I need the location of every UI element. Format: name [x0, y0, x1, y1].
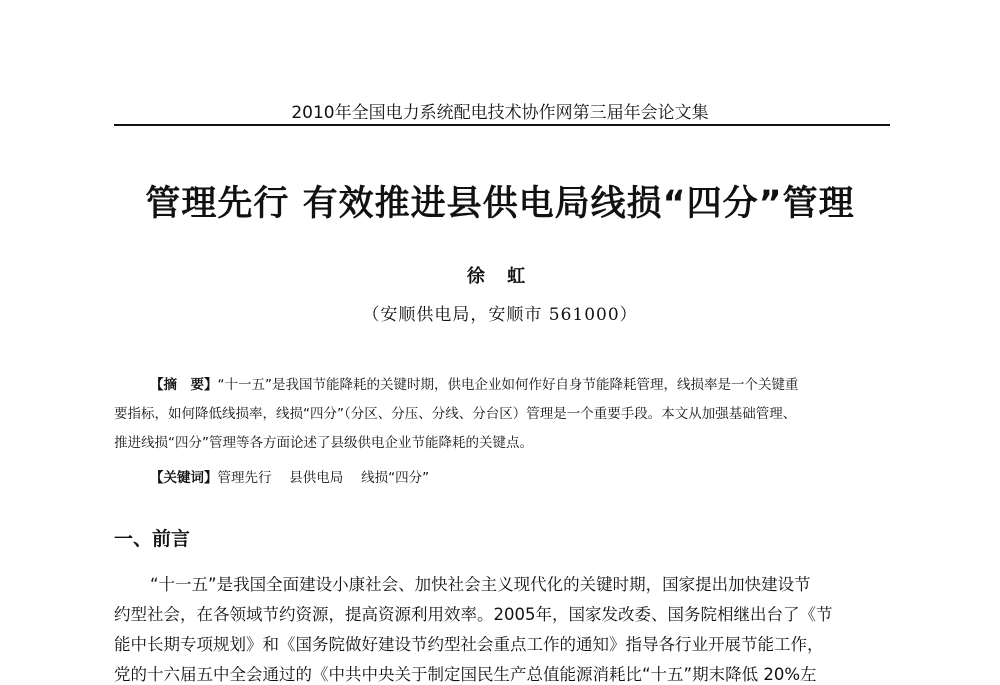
- header-rule: [114, 124, 890, 126]
- body-line: 党的十六届五中全会通过的《中共中央关于制定国民生产总值能源消耗比“十五”期末降低 20%左: [114, 665, 817, 684]
- abstract-line: 要指标，如何降低线损率，线损“四分”（分区、分压、分线、分台区）管理是一个重要手段。本文从加强基础管理、: [114, 406, 797, 422]
- author-name: 徐 虹: [466, 266, 534, 287]
- keywords-line: [150, 466, 429, 486]
- running-header: 2010年全国电力系统配电技术协作网第三届年会论文集: [291, 103, 709, 123]
- section-heading: 一、前言: [114, 528, 191, 550]
- body-line: 能中长期专项规划》和《国务院做好建设节约型社会重点工作的通知》指导各行业开展节能工作，: [114, 635, 824, 654]
- body-line: 约型社会，在各领域节约资源，提高资源利用效率。2005年，国家发改委、国务院相继出台了《节: [114, 605, 833, 624]
- abstract-line: 推进线损“四分”管理等各方面论述了县级供电企业节能降耗的关键点。: [114, 435, 533, 451]
- abstract-line: [150, 373, 799, 393]
- abstract-label: 【摘 要】: [150, 377, 218, 393]
- keywords-label: 【关键词】: [150, 470, 218, 486]
- body-line: “十一五”是我国全面建设小康社会、加快社会主义现代化的关键时期，国家提出加快建设节: [150, 575, 811, 594]
- paper-title: 管理先行 有效推进县供电局线损“四分”管理: [145, 184, 855, 224]
- abstract-text: “十一五”是我国节能降耗的关键时期，供电企业如何作好自身节能降耗管理，线损率是一个关键重: [217, 377, 799, 393]
- keywords-text: 管理先行 县供电局 线损“四分”: [217, 470, 430, 486]
- author-affiliation: （安顺供电局，安顺市 561000）: [362, 305, 638, 325]
